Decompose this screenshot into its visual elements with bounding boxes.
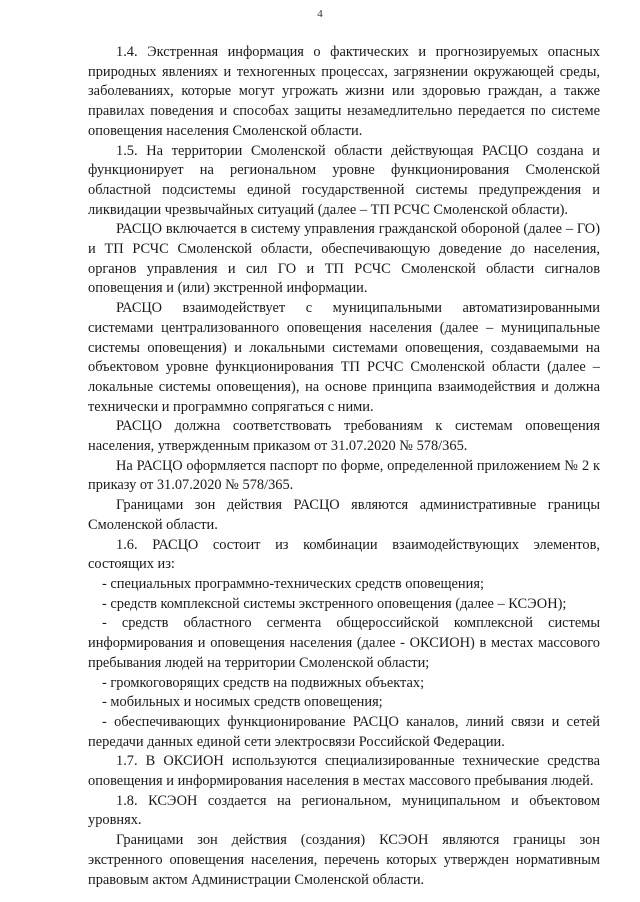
list-item: - обеспечивающих функционирование РАСЦО каналов, линий связи и сетей передачи данных единой сети электросвязи Российской Федерации. [88,713,600,750]
list-item: - громкоговорящих средств на подвижных объектах; [102,674,425,691]
paragraph-1-7: 1.7. В ОКСИОН используются специализированные технические средства оповещения и информирования населения в местах массового пребывания людей. [88,753,600,790]
paragraph-requirements: РАСЦО должна соответствовать требованиям к системам оповещения населения, утвержденным приказом от 31.07.2020 № 578/365. [88,418,600,455]
list-item: - мобильных и носимых средств оповещения; [102,694,383,711]
list-item: - средств комплексной системы экстренного оповещения (далее – КСЭОН); [102,595,567,612]
paragraph-1-5: 1.5. На территории Смоленской области действующая РАСЦО создана и функционирует на региональном уровне функционирования Смоленской областной подсистемы единой государственной системы предупреждения и ликвидации чрезвычайных ситуаций (далее – ТП РСЧС Смоленской области). [88,142,600,218]
list-item: - средств областного сегмента общероссийской комплексной системы информирования и оповещения населения (далее - ОКСИОН) в местах массового пребывания людей на территории Смоленской области; [88,615,600,671]
paragraph-kseon-borders: Границами зон действия (создания) КСЭОН являются границы зон экстренного оповещения населения, перечень которых утвержден нормативным правовым актом Администрации Смоленской области. [88,832,600,888]
document-body [88,43,600,890]
paragraph-interaction: РАСЦО взаимодействует с муниципальными автоматизированными системами централизованного оповещения населения (далее – муниципальные системы оповещения) и локальными системами оповещения, создаваемыми на объектовом уровне функционирования ТП РСЧС Смоленской области (далее – локальные системы оповещения), на основе принципа взаимодействия и должна технически и программно сопрягаться с ними. [88,300,600,415]
paragraph-go-control: РАСЦО включается в систему управления гражданской обороной (далее – ГО) и ТП РСЧС Смоленской области, обеспечивающую доведение до населения, органов управления и сил ГО и ТП РСЧС Смоленской области сигналов оповещения и (или) экстренной информации. [88,221,600,297]
list-item: - специальных программно-технических средств оповещения; [102,575,484,592]
paragraph-1-6: 1.6. РАСЦО состоит из комбинации взаимодействующих элементов, состоящих из: [88,536,600,573]
page-number: 4 [317,8,323,20]
paragraph-zone-borders: Границами зон действия РАСЦО являются административные границы Смоленской области. [88,497,600,533]
paragraph-1-4: 1.4. Экстренная информация о фактических и прогнозируемых опасных природных явлениях и техногенных процессах, загрязнении окружающей среды, заболеваниях, которые могут угрожать жизни или здоровью граждан, а также правилах поведения и способах защиты незамедлительно передается по системе оповещения населения Смоленской области. [88,44,600,139]
paragraph-passport: На РАСЦО оформляется паспорт по форме, определенной приложением № 2 к приказу от 31.07.2020 № 578/365. [88,457,600,494]
paragraph-1-8: 1.8. КСЭОН создается на региональном, муниципальном и объектовом уровнях. [88,792,600,829]
